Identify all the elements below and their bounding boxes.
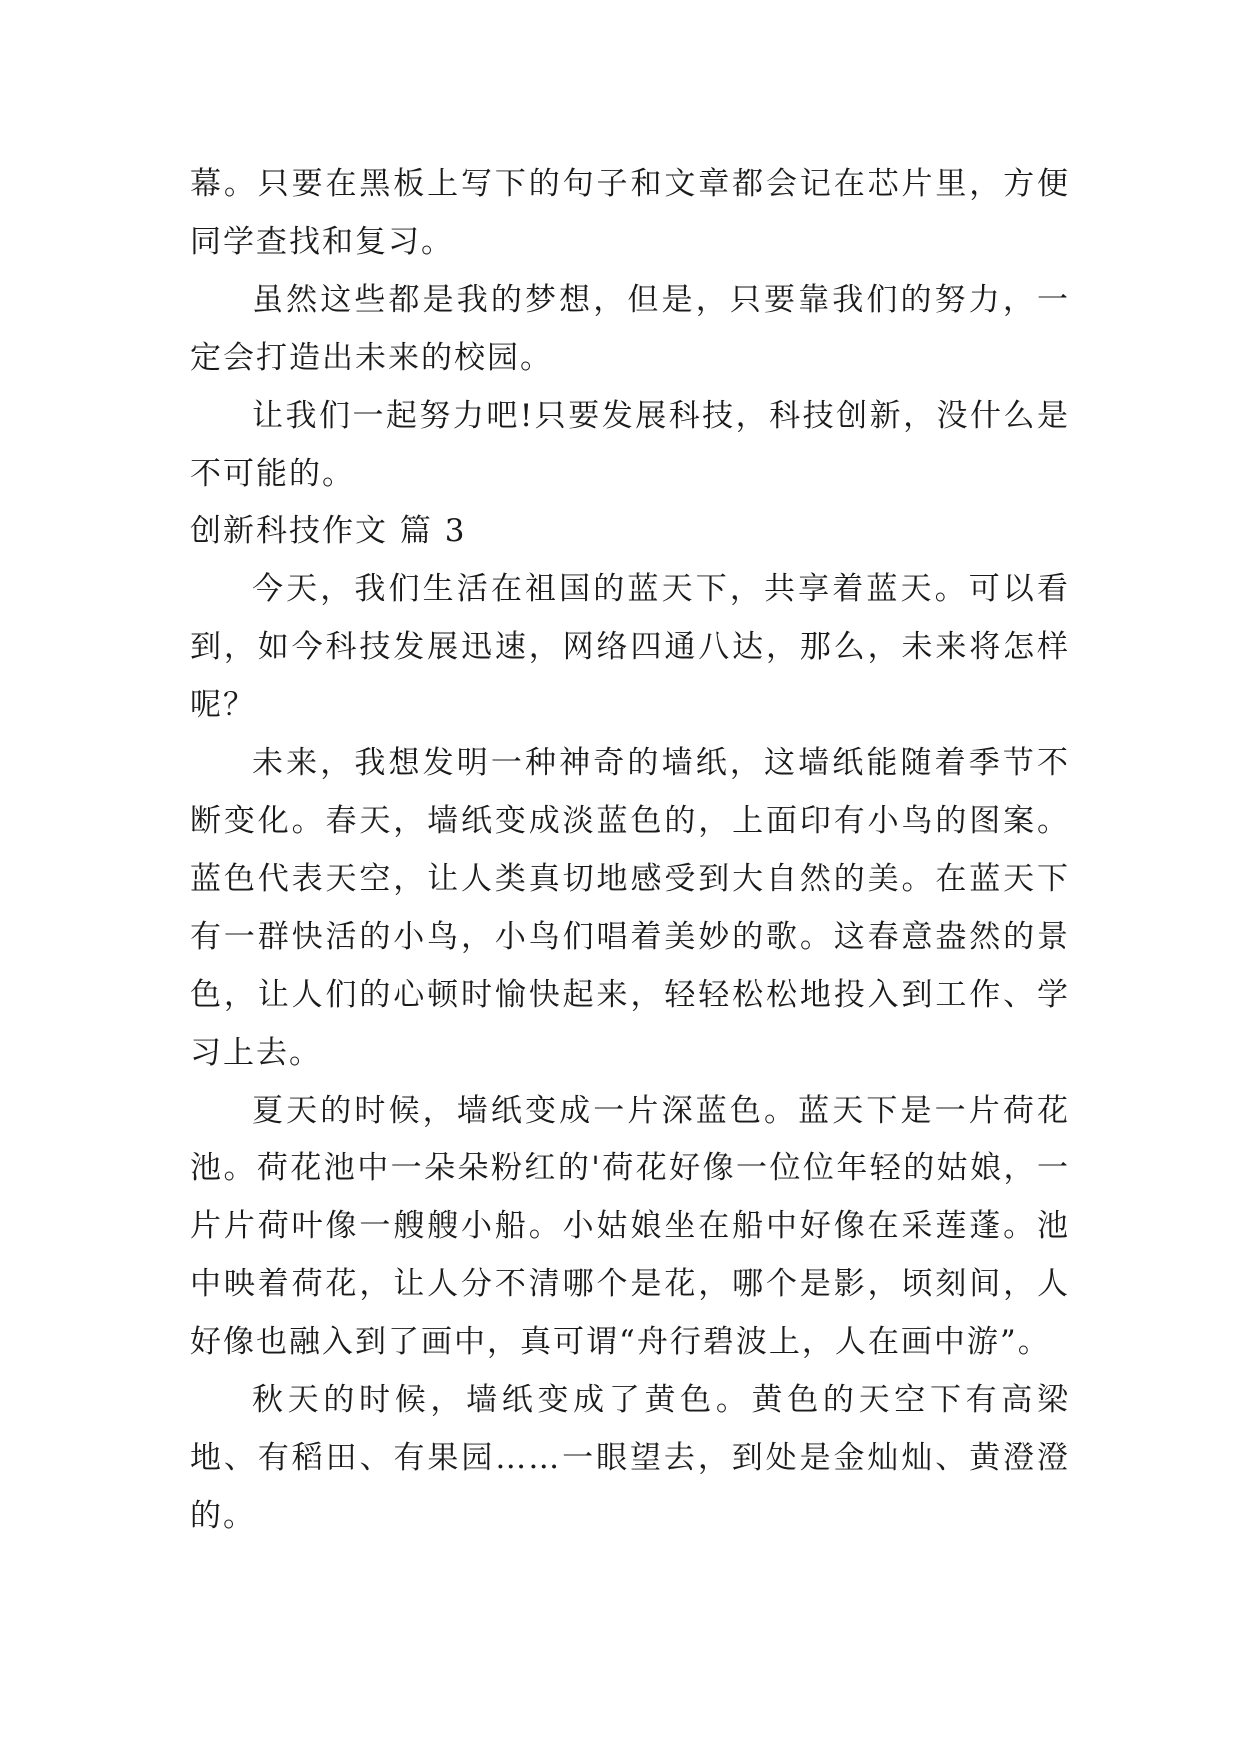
paragraph: 秋天的时候，墙纸变成了黄色。黄色的天空下有高梁地、有稻田、有果园……一眼望去，到处是金灿灿、黄澄澄的。 [190,1382,1070,1534]
paragraph: 夏天的时候，墙纸变成一片深蓝色。蓝天下是一片荷花池。荷花池中一朵朵粉红的'荷花好像一位位年轻的姑娘，一片片荷叶像一艘艘小船。小姑娘坐在船中好像在采莲蓬。池中映着荷花，让人分不清哪个是花，哪个是影，顷刻间，人好像也融入到了画中，真可谓“舟行碧波上，人在画中游”。 [190,1092,1070,1361]
paragraph: 让我们一起努力吧!只要发展科技，科技创新，没什么是不可能的。 [190,397,1070,492]
paragraph: 未来，我想发明一种神奇的墙纸，这墙纸能随着季节不断变化。春天，墙纸变成淡蓝色的，上面印有小鸟的图案。蓝色代表天空，让人类真切地感受到大自然的美。在蓝天下有一群快活的小鸟，小鸟们唱着美妙的歌。这春意盎然的景色，让人们的心顿时愉快起来，轻轻松松地投入到工作、学习上去。 [190,745,1070,1071]
paragraph-continued: 幕。只要在黑板上写下的句子和文章都会记在芯片里，方便同学查找和复习。 [190,166,1070,260]
paragraph: 今天，我们生活在祖国的蓝天下，共享着蓝天。可以看到，如今科技发展迅速，网络四通八达，那么，未来将怎样呢？ [190,571,1070,724]
section-title: 创新科技作文 篇 3 [190,513,467,550]
paragraph: 虽然这些都是我的梦想，但是，只要靠我们的努力，一定会打造出未来的校园。 [190,281,1070,376]
document-body [190,156,1070,1546]
